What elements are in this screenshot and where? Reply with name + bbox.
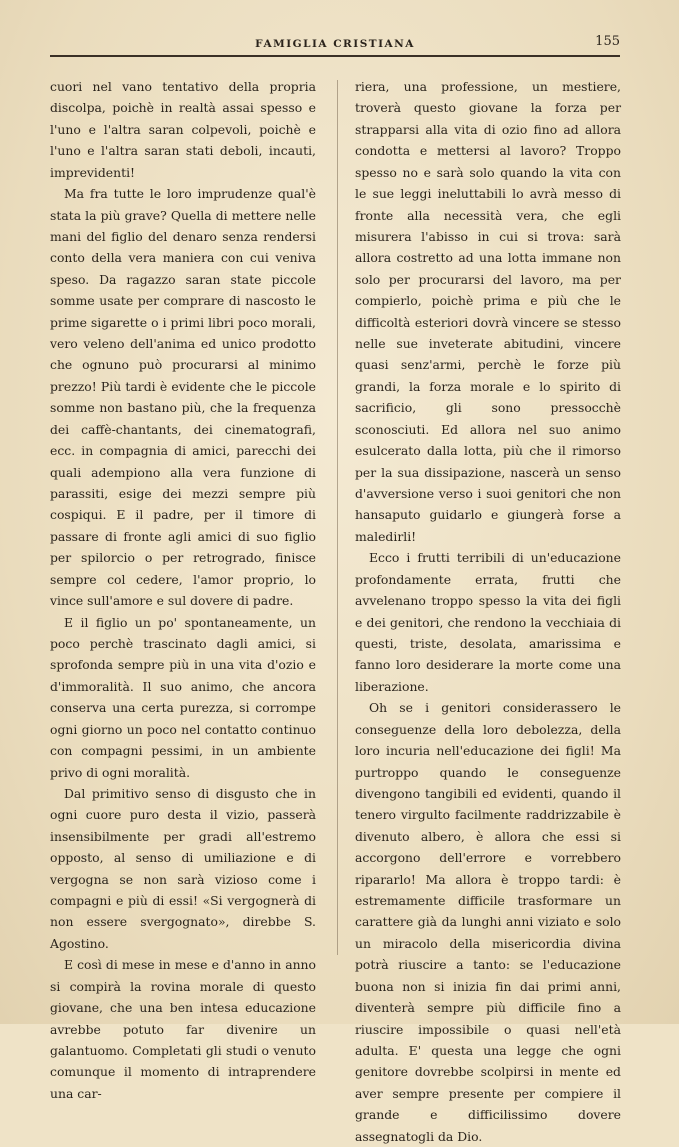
header-rule <box>50 55 620 57</box>
left-column <box>50 76 316 1104</box>
right-column <box>355 76 621 1147</box>
paragraph: cuori nel vano tentativo della propria discolpa, poichè in realtà assai spesso e l'uno e l'altra saran colpevoli, poichè e l'uno e l'altra saran stati deboli, incauti, imprevidenti! <box>50 79 316 180</box>
paragraph: E così di mese in mese e d'anno in anno si compirà la rovina morale di questo giovane, che una ben intesa educazione avrebbe potuto far divenire un galantuomo. Completati gli studi o venuto comunque il momento di intraprendere una car- <box>50 957 316 1101</box>
page-number: 155 <box>595 34 620 49</box>
paragraph: E il figlio un po' spontaneamente, un poco perchè trascinato dagli amici, si sprofonda sempre più in una vita d'ozio e d'immoralità. Il suo animo, che ancora conserva una certa purezza, si corrompe ogni giorno un poco nel contatto continuo con compagni pessimi, in un ambiente privo di ogni moralità. <box>50 614 316 780</box>
running-title: FAMIGLIA CRISTIANA <box>255 38 415 50</box>
paragraph: Oh se i genitori considerassero le conseguenze della loro debolezza, della loro incuria nell'educazione dei figli! Ma purtroppo quando le conseguenze divengono tangibili ed evidenti, quando il tenero virgulto facilmente raddrizzabile è divenuto albero, è allora che essi si accorgono dell'errore e vorrebbero ripararlo! Ma allora è troppo tardi: è estremamente difficile trasformare un carattere già da lunghi anni viziato e solo un miracolo della misericordia divina potrà riuscire a tanto: se l'educazione buona non si inizia fin dai primi anni, diventerà sempre più difficile fino a riuscire impossibile o quasi nell'età adulta. E' questa una legge che ogni genitore dovrebbe scolpirsi in mente ed aver sempre presente per compiere il grande e difficilissimo dovere assegnatogli da Dio. <box>355 700 621 1144</box>
paragraph: Ma fra tutte le loro imprudenze qual'è stata la più grave? Quella di mettere nelle mani del figlio del denaro senza rendersi conto della vera maniera con cui veniva speso. Da ragazzo saran state piccole somme usate per comprare di nascosto le prime sigarette o i primi libri poco morali, vero veleno dell'anima ed unico prodotto che ognuno può procurarsi al minimo prezzo! Più tardi è evidente che le piccole somme non bastano più, che la frequenza dei caffè-chantants, dei cinematografi, ecc. in compagnia di amici, parecchi dei quali adempiono alla vera funzione di parassiti, esige dei mezzi sempre più cospiqui. E il padre, per il timore di passare di fronte agli amici di suo figlio per spilorcio o per retrogrado, finisce sempre col cedere, l'amor proprio, lo vince sull'amore e sul dovere di padre. <box>50 186 316 609</box>
page-header <box>50 34 620 60</box>
paragraph: Dal primitivo senso di disgusto che in ogni cuore puro desta il vizio, passerà insensibilmente per gradi all'estremo opposto, al senso di umiliazione e di vergogna se non sarà vizioso come i compagni e più di essi! «Si vergognerà di non essere svergognato», direbbe S. Agostino. <box>50 785 316 951</box>
column-divider <box>337 80 338 955</box>
paragraph: Ecco i frutti terribili di un'educazione profondamente errata, frutti che avvelenano troppo spesso la vita dei figli e dei genitori, che rendono la vecchiaia di questi, triste, desolata, amarissima e fanno loro desiderare la morte come una liberazione. <box>355 550 621 694</box>
paragraph: riera, una professione, un mestiere, troverà questo giovane la forza per strapparsi alla vita di ozio fino ad allora condotta e mettersi al lavoro? Troppo spesso no e sarà solo quando la vita con le sue leggi ineluttabili lo avrà messo di fronte alla necessità vera, che egli misurera l'abisso in cui si trova: sarà allora costretto ad una lotta immane non solo per procurarsi del lavoro, ma per compierlo, poichè prima e più che le difficoltà esteriori dovrà vincere se stesso nelle sue inveterate abitudini, vincere quasi senz'armi, perchè le forze più grandi, la forza morale e lo spirito di sacrificio, gli sono pressocchè sconosciuti. Ed allora nel suo animo esulcerato dalla lotta, più che il rimorso per la sua dissipazione, nascerà un senso d'avversione verso i suoi genitori che non hansaputo guidarlo e giungerà forse a maledirli! <box>355 79 621 544</box>
